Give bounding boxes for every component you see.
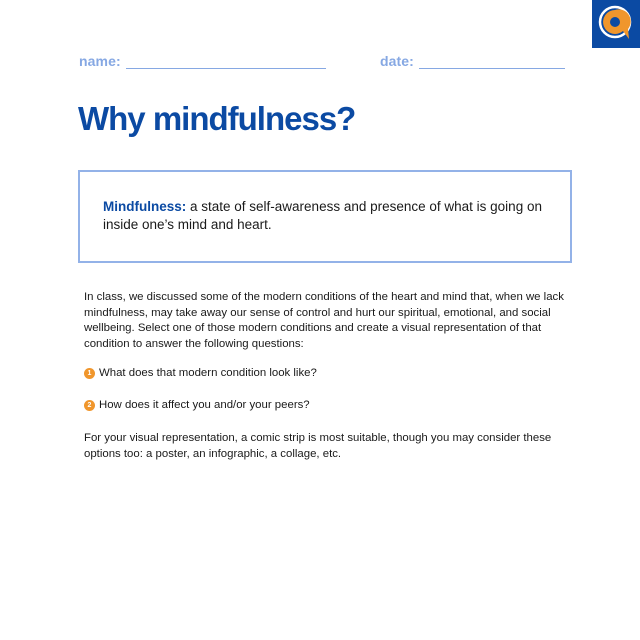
name-blank-line[interactable] [126,54,326,69]
question-item [84,399,310,411]
brand-logo [592,0,640,48]
page-title: Why mindfulness? [78,100,356,137]
question-text: How does it affect you and/or your peers? [99,399,310,411]
date-label: date: [380,53,414,69]
student-info-row [79,53,569,73]
definition-body: a state of self-awareness and presence of what is going on inside one’s mind and heart. [103,199,542,232]
instructions-closing: For your visual representation, a comic strip is most suitable, though you may consider these options too: a poster, an infographic, a collage, etc. [84,432,552,460]
name-label: name: [79,53,121,69]
question-text: What does that modern condition look like? [99,367,317,379]
number-badge-icon: 2 [84,400,95,411]
definition-text [103,198,553,234]
definition-term: Mindfulness: [103,199,187,214]
question-item [84,367,317,379]
date-blank-line[interactable] [419,54,565,69]
date-field[interactable] [380,53,565,69]
definition-box [78,170,572,263]
instructions-intro: In class, we discussed some of the modern conditions of the heart and mind that, when we lack mindfulness, may take away our sense of control and hurt our spiritual, emotional, and social wellbeing. Select one of those modern conditions and create a visual representation of that condition to answer the following questions: [84,291,564,350]
name-field[interactable] [79,53,326,69]
number-badge-icon: 1 [84,368,95,379]
quiz-logo-icon [598,5,634,43]
